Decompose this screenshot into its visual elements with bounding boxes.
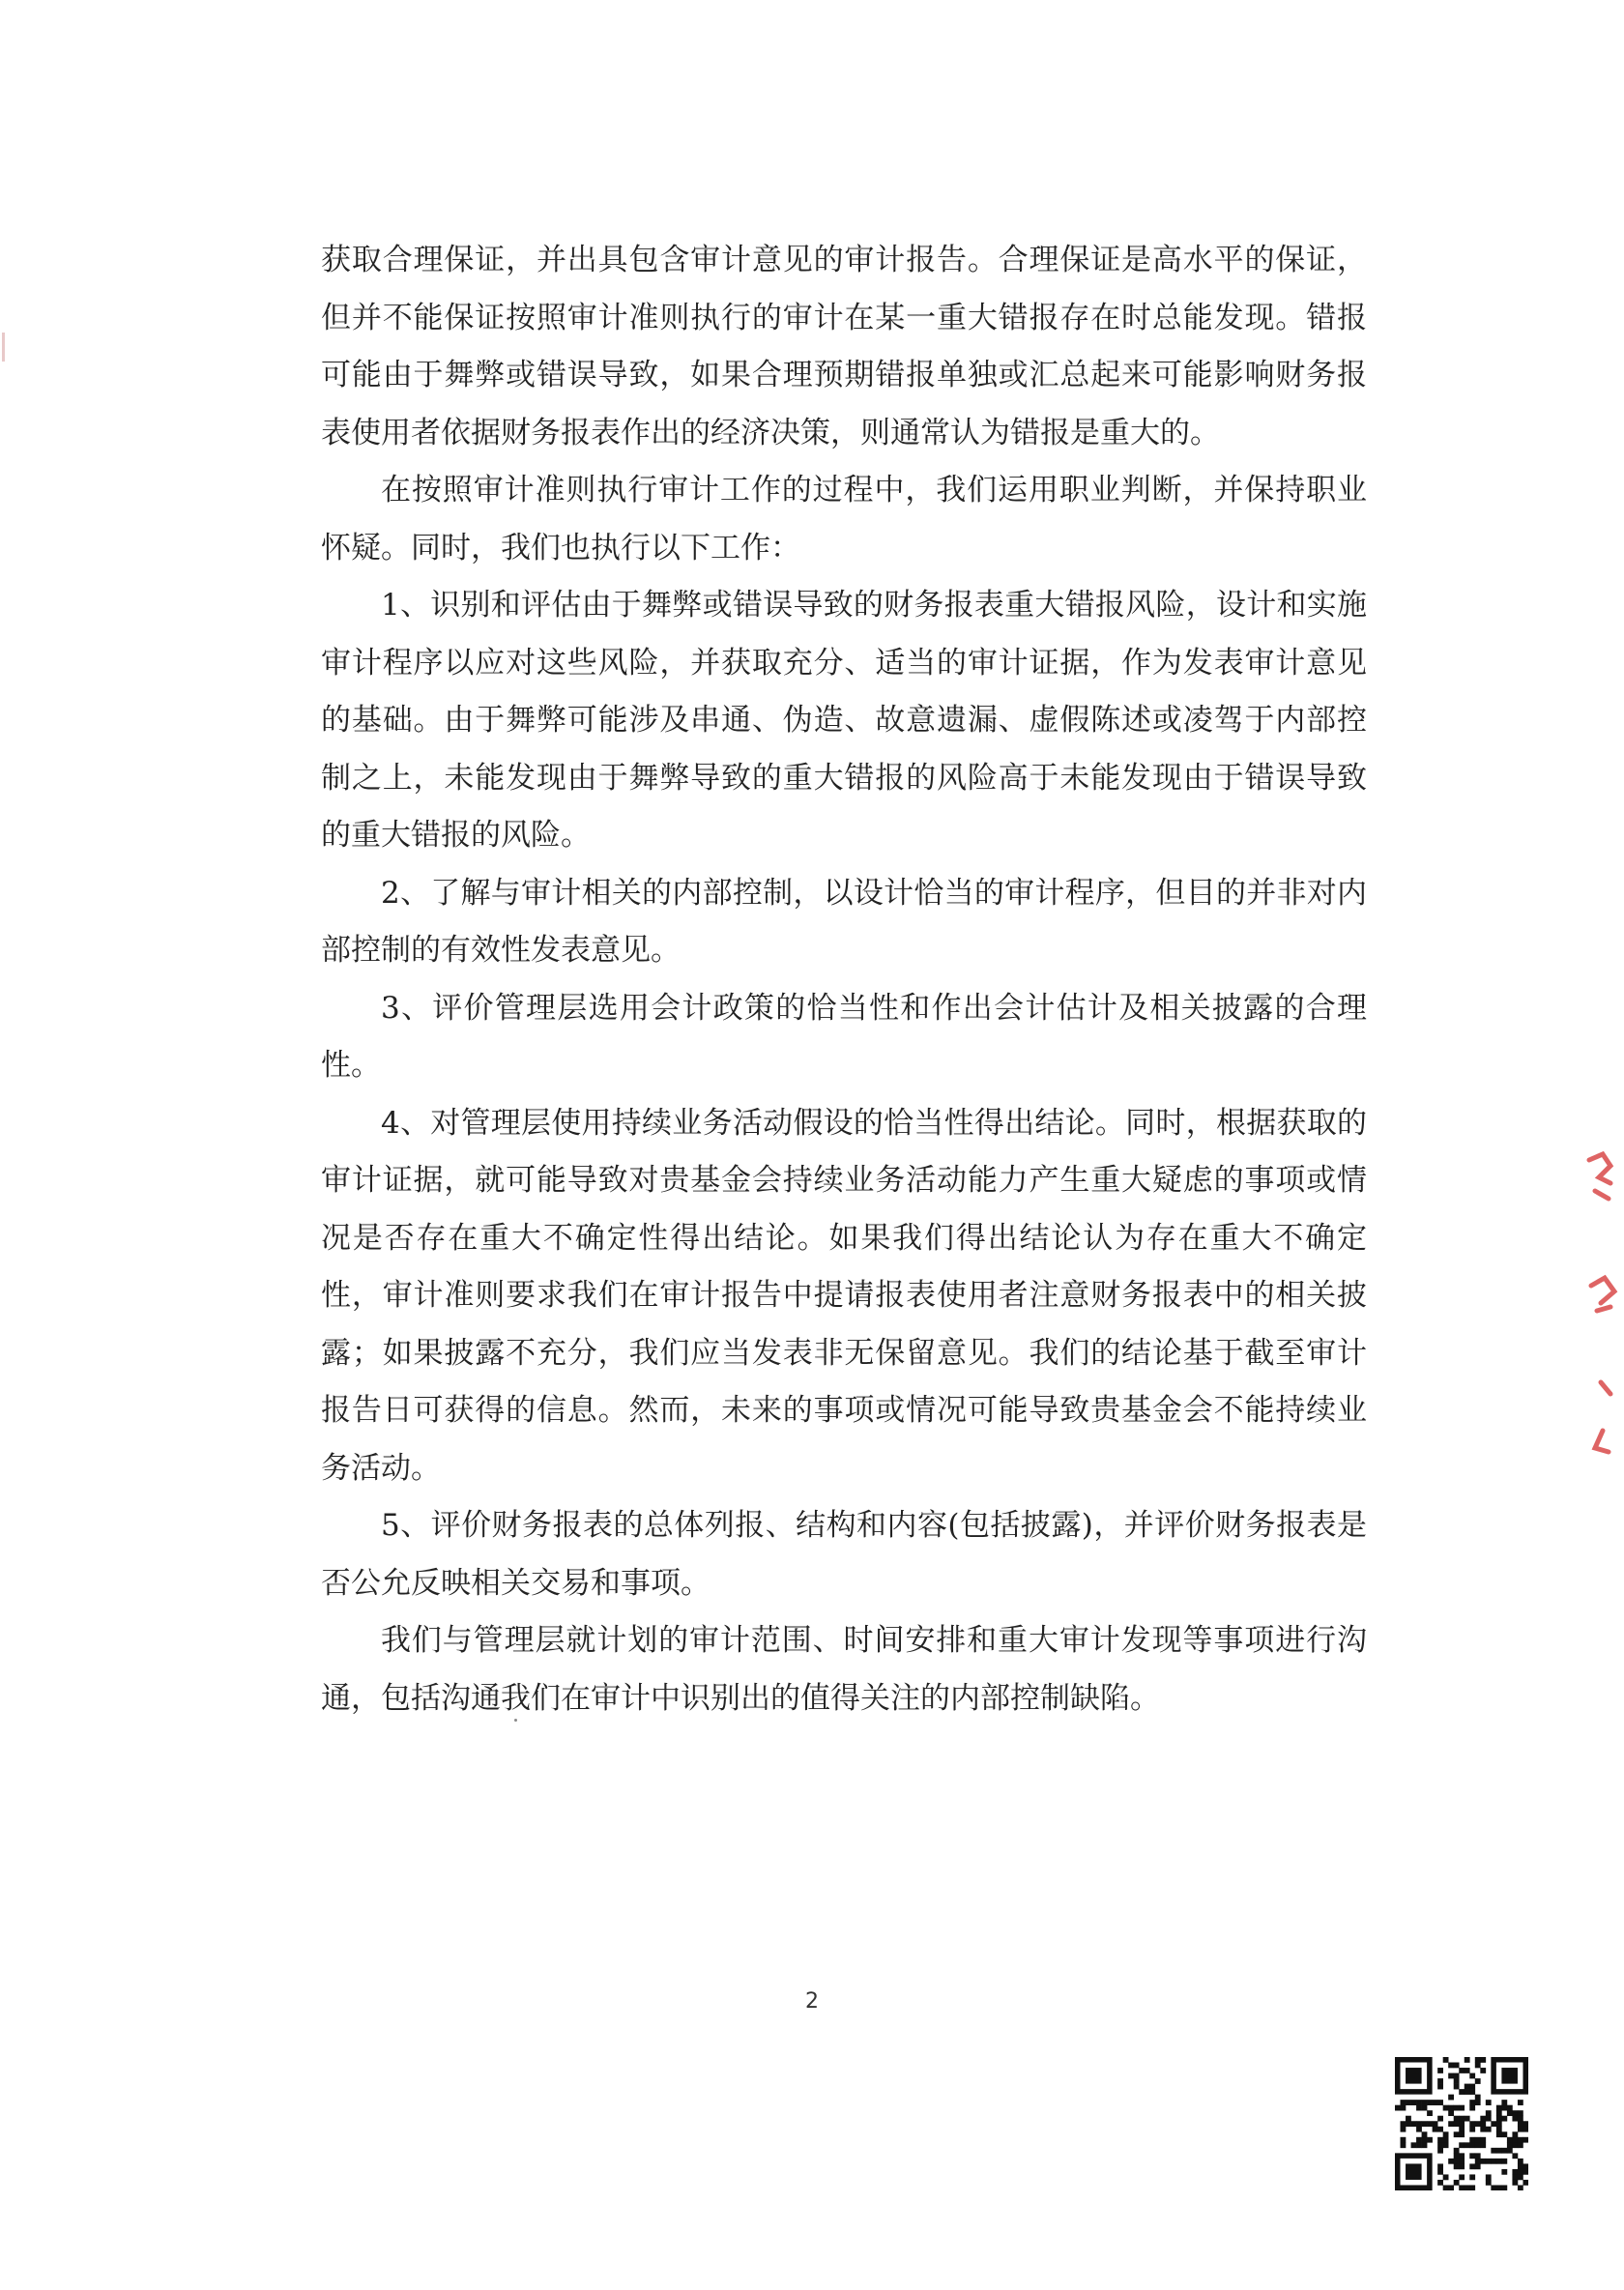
body-text [321,232,1367,1727]
paragraph-item-2: 2、了解与审计相关的内部控制，以设计恰当的审计程序，但目的并非对内部控制的有效性发表意见。 [321,875,1367,968]
paragraph-item-4: 4、对管理层使用持续业务活动假设的恰当性得出结论。同时，根据获取的审计证据，就可能导致对贵基金会持续业务活动能力产生重大疑虑的事项或情况是否存在重大不确定性得出结论。如果我们得出结论认为存在重大不确定性，审计准则要求我们在审计报告中提请报表使用者注意财务报表中的相关披露；如果披露不充分，我们应当发表非无保留意见。我们的结论基于截至审计报告日可获得的信息。然而，未来的事项或情况可能导致贵基金会不能持续业务活动。 [321,1105,1367,1486]
paragraph-item-1: 1、识别和评估由于舞弊或错误导致的财务报表重大错报风险，设计和实施审计程序以应对这些风险，并获取充分、适当的审计证据，作为发表审计意见的基础。由于舞弊可能涉及串通、伪造、故意遗漏、虚假陈述或凌驾于内部控制之上，未能发现由于舞弊导致的重大错报的风险高于未能发现由于错误导致的重大错报的风险。 [321,588,1367,853]
scan-dot [514,1719,517,1722]
paragraph-1: 获取合理保证，并出具包含审计意见的审计报告。合理保证是高水平的保证，但并不能保证按照审计准则执行的审计在某一重大错报存在时总能发现。错报可能由于舞弊或错误导致，如果合理预期错报单独或汇总起来可能影响财务报表使用者依据财务报表作出的经济决策，则通常认为错报是重大的。 [321,243,1367,450]
paragraph-last: 我们与管理层就计划的审计范围、时间安排和重大审计发现等事项进行沟通，包括沟通我们在审计中识别出的值得关注的内部控制缺陷。 [321,1623,1367,1716]
scan-edge-mark [0,329,10,367]
page-number: 2 [805,1989,819,2014]
paragraph-2: 在按照审计准则执行审计工作的过程中，我们运用职业判断，并保持职业怀疑。同时，我们也执行以下工作： [321,473,1367,565]
paragraph-item-3: 3、评价管理层选用会计政策的恰当性和作出会计估计及相关披露的合理性。 [321,990,1367,1083]
paragraph-item-5: 5、评价财务报表的总体列报、结构和内容(包括披露)，并评价财务报表是否公允反映相关交易和事项。 [321,1508,1367,1601]
qr-code-icon [1395,2057,1528,2190]
red-seal-stamp-edge [1581,1141,1620,1469]
